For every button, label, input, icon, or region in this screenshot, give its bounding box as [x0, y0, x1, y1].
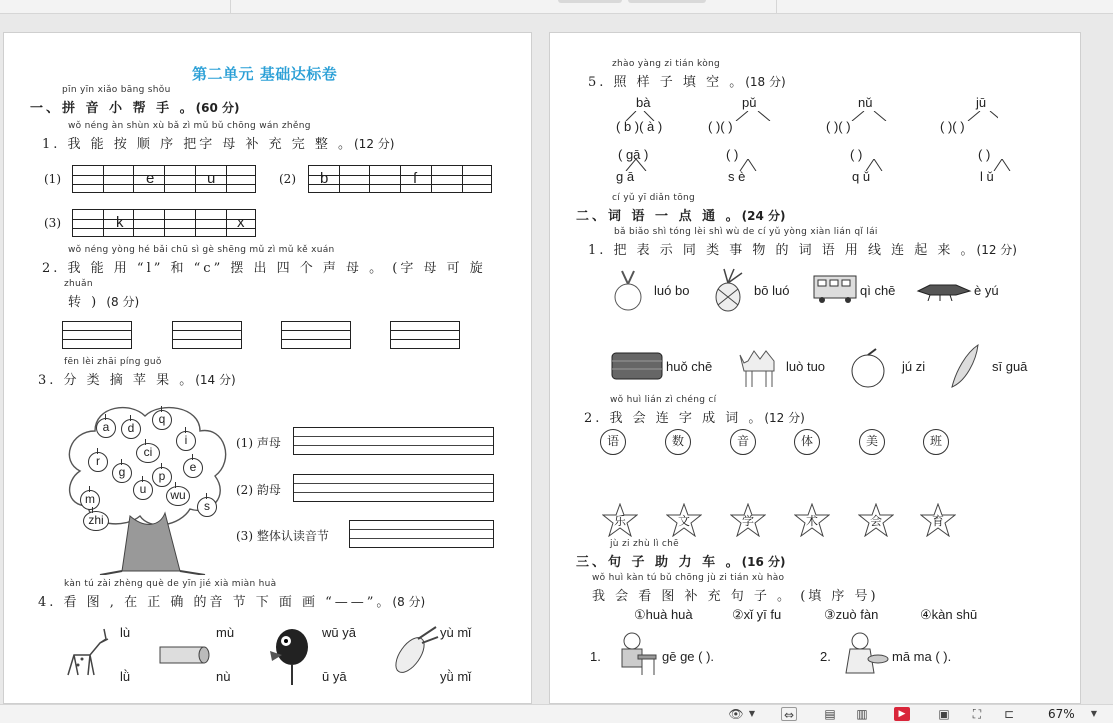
question-4-text: 4. 看 图 , 在 正 确 的音 节 下 面 画 “——”。(8 分) [38, 595, 426, 610]
two-page-icon[interactable]: ▥ [856, 707, 868, 721]
crocodile-illustration [916, 277, 972, 301]
question-2-text: 2. 我 能 用 “l” 和 “c” 摆 出 四 个 声 母 。 (字 母 可 旋 [42, 261, 486, 276]
word-label: jú zi [902, 359, 926, 374]
pinyin-option[interactable]: ū yā [322, 669, 347, 684]
page-title: 第二单元 基础达标卷 [192, 65, 338, 83]
char-circle[interactable]: 音 [730, 429, 756, 455]
choice-option: ③zuò fàn [824, 607, 879, 622]
answer-box[interactable] [349, 520, 494, 548]
answer-box[interactable] [390, 321, 460, 349]
sentence-number: 1. [590, 649, 601, 664]
example-syllable: jū [976, 95, 987, 110]
radish-illustration [608, 269, 652, 313]
pinyin-line: bǎ biǎo shì tóng lèi shì wù de cí yǔ yòng xiàn lián qǐ lái [614, 227, 878, 237]
choice-option: ②xǐ yī fu [732, 607, 782, 622]
pinyin-line: cí yǔ yī diǎn tōng [612, 193, 696, 203]
pinyin-line: wǒ néng yòng hé bǎi chū sì gè shēng mǔ zì mǔ kě xuán [68, 245, 335, 255]
pinyin-line: wǒ huì lián zì chéng cí [610, 395, 717, 405]
choice-option: ④kàn shū [920, 607, 978, 622]
fit-width-icon[interactable]: ⇔ [781, 707, 797, 721]
answer-box[interactable] [281, 321, 351, 349]
word-label: huǒ chē [666, 359, 713, 374]
grid-letter: u [207, 170, 216, 187]
alphabet-grid-2[interactable] [308, 165, 492, 193]
orange-illustration [848, 345, 892, 389]
play-icon[interactable]: ▶ [894, 707, 910, 721]
category-label: (1) 声母 [236, 436, 281, 450]
split-blank[interactable]: ( )( ) [826, 119, 851, 134]
grid-letter: x [237, 214, 245, 231]
category-label: (2) 韵母 [236, 483, 281, 497]
word-label: luò tuo [786, 359, 826, 374]
grid-letter: f [413, 170, 418, 187]
word-label: sī guā [992, 359, 1028, 374]
grid-letter: k [116, 214, 124, 231]
combine-blank[interactable]: ( ) [850, 147, 863, 162]
char-circle[interactable]: 数 [665, 429, 691, 455]
char-star[interactable]: 文 [666, 503, 702, 537]
top-toolbar [0, 0, 1113, 14]
camel-illustration [734, 343, 784, 389]
chevron-down-icon[interactable]: ▼ [1090, 709, 1098, 718]
question-1-text: 1. 我 能 按 顺 序 把字 母 补 充 完 整 。(12 分) [42, 137, 395, 152]
pinyin-option[interactable]: yù mǐ [440, 625, 472, 640]
page-view-icon[interactable]: ▣ [938, 707, 950, 721]
category-label: (3) 整体认读音节 [236, 529, 329, 543]
pinyin-option[interactable]: nù [216, 669, 231, 684]
pinyin-line: wǒ néng àn shùn xù bǎ zì mǔ bǔ chōng wán zhěng [68, 121, 311, 131]
apple-letter: zhi [83, 511, 109, 531]
char-circle[interactable]: 美 [859, 429, 885, 455]
combine-parts: l ǔ [980, 169, 994, 184]
example-split: ( b )( à ) [616, 119, 663, 134]
char-circle[interactable]: 体 [794, 429, 820, 455]
word-label: luó bo [654, 283, 690, 298]
pinyin-line: wǒ huì kàn tú bǔ chōng jù zi tián xù hào [592, 573, 785, 583]
document-page-right [549, 32, 1081, 704]
pinyin-line: pīn yīn xiǎo bāng shǒu [62, 85, 171, 95]
zoom-level[interactable]: 67% [1048, 707, 1075, 721]
char-star[interactable]: 乐 [602, 503, 638, 537]
pinyin-option[interactable]: wū yā [322, 625, 356, 640]
section-heading: 一、拼 音 小 帮 手 。(60 分) [30, 101, 240, 116]
combine-lines [618, 159, 1038, 171]
pinyin-option[interactable]: yǜ mǐ [440, 669, 472, 684]
toolbar-tab[interactable] [558, 0, 622, 3]
apple-letter: ci [136, 443, 160, 463]
deer-illustration [60, 625, 116, 679]
pinyin-line: fēn lèi zhāi píng guǒ [64, 357, 162, 367]
combine-blank[interactable]: ( ) [726, 147, 739, 162]
pinyin-line: zhuǎn [64, 279, 93, 289]
combine-blank[interactable]: ( ) [978, 147, 991, 162]
reading-boy-illustration [614, 629, 660, 677]
split-blank[interactable]: ( )( ) [940, 119, 965, 134]
apple-letter: m [80, 490, 100, 510]
char-circle[interactable]: 语 [600, 429, 626, 455]
example-combine: ( gā ) [618, 147, 649, 162]
eye-icon[interactable]: 👁 [728, 707, 744, 721]
split-blank[interactable]: ( )( ) [708, 119, 733, 134]
answer-box[interactable] [62, 321, 132, 349]
train-illustration [608, 347, 666, 387]
pinyin-option[interactable]: mù [216, 625, 235, 640]
toolbar-divider [230, 0, 231, 14]
grid-label: (2) [279, 172, 296, 186]
answer-box[interactable] [293, 427, 494, 455]
pinyin-option[interactable]: lǜ [120, 669, 131, 684]
pinyin-option[interactable]: lù [120, 625, 131, 640]
toolbar-divider [776, 0, 777, 14]
crop-icon[interactable]: ⊏ [1003, 707, 1015, 721]
fullscreen-icon[interactable]: ⛶ [972, 707, 982, 721]
question-text: 2. 我 会 连 字 成 词 。(12 分) [584, 411, 805, 426]
pinyin-line: jù zi zhù lì chē [610, 539, 679, 549]
word-label: bō luó [754, 283, 790, 298]
apple-letter: u [133, 480, 153, 500]
word-label: è yú [974, 283, 999, 298]
example-syllable: bà [636, 95, 651, 110]
apple-letter: p [152, 467, 172, 487]
example-syllable: pǔ [742, 95, 757, 110]
sentence-number: 2. [820, 649, 831, 664]
section-heading: 二、词 语 一 点 通 。(24 分) [576, 209, 786, 224]
corn-illustration [388, 625, 440, 677]
apple-letter: e [183, 458, 203, 478]
crow-illustration [264, 621, 320, 687]
wood-log-illustration [158, 643, 212, 667]
bus-illustration [812, 273, 858, 305]
answer-box[interactable] [172, 321, 242, 349]
combine-parts: g ā [616, 169, 635, 184]
single-page-icon[interactable]: ▤ [824, 707, 836, 721]
status-bar [0, 704, 1113, 723]
section-heading: 三、句 子 助 力 车 。(16 分) [576, 555, 786, 570]
document-page-left [3, 32, 532, 704]
apple-letter: g [112, 463, 132, 483]
question-2-text-cont: 转 ) (8 分) [68, 295, 140, 310]
answer-box[interactable] [293, 474, 494, 502]
toolbar-tab[interactable] [628, 0, 706, 3]
alphabet-grid-1[interactable] [72, 165, 256, 193]
split-lines [618, 111, 998, 121]
apple-letter: q [152, 410, 172, 430]
apple-letter: r [88, 452, 108, 472]
alphabet-grid-3[interactable] [72, 209, 256, 237]
word-label: qì chē [860, 283, 896, 298]
sentence-text[interactable]: gē ge ( ). [662, 649, 715, 664]
char-star[interactable]: 学 [730, 503, 766, 537]
question-text: 我 会 看 图 补 充 句 子 。 (填 序 号) [592, 589, 879, 604]
apple-letter: s [197, 497, 217, 517]
question-text: 1. 把 表 示 同 类 事 物 的 词 语 用 线 连 起 来 。(12 分) [588, 243, 1017, 258]
apple-letter: wu [166, 486, 190, 506]
char-circle[interactable]: 班 [923, 429, 949, 455]
char-star[interactable]: 育 [920, 503, 956, 537]
apple-letter: i [176, 431, 196, 451]
grid-letter: b [320, 170, 329, 187]
loofah-illustration [946, 341, 986, 391]
grid-label: (3) [44, 216, 61, 230]
choice-option: ①huà huà [634, 607, 693, 622]
char-star[interactable]: 术 [794, 503, 830, 537]
pinyin-line: kàn tú zài zhèng què de yīn jié xià miàn huà [64, 579, 277, 589]
combine-parts: q ǔ [852, 169, 871, 184]
sentence-text[interactable]: mā ma ( ). [892, 649, 952, 664]
question-3-text: 3. 分 类 摘 苹 果 。(14 分) [38, 373, 236, 388]
apple-letter: d [121, 419, 141, 439]
question-5-text: 5. 照 样 子 填 空 。(18 分) [588, 75, 786, 90]
grid-letter: e [146, 170, 155, 187]
example-syllable: nǔ [858, 95, 873, 110]
pinyin-line: zhào yàng zi tián kòng [612, 59, 721, 69]
char-star[interactable]: 会 [858, 503, 894, 537]
chevron-down-icon[interactable]: ▼ [748, 709, 756, 718]
combine-parts: s è [728, 169, 746, 184]
grid-label: (1) [44, 172, 61, 186]
pineapple-illustration [710, 267, 750, 313]
cooking-mom-illustration [840, 629, 890, 677]
apple-letter: a [96, 418, 116, 438]
